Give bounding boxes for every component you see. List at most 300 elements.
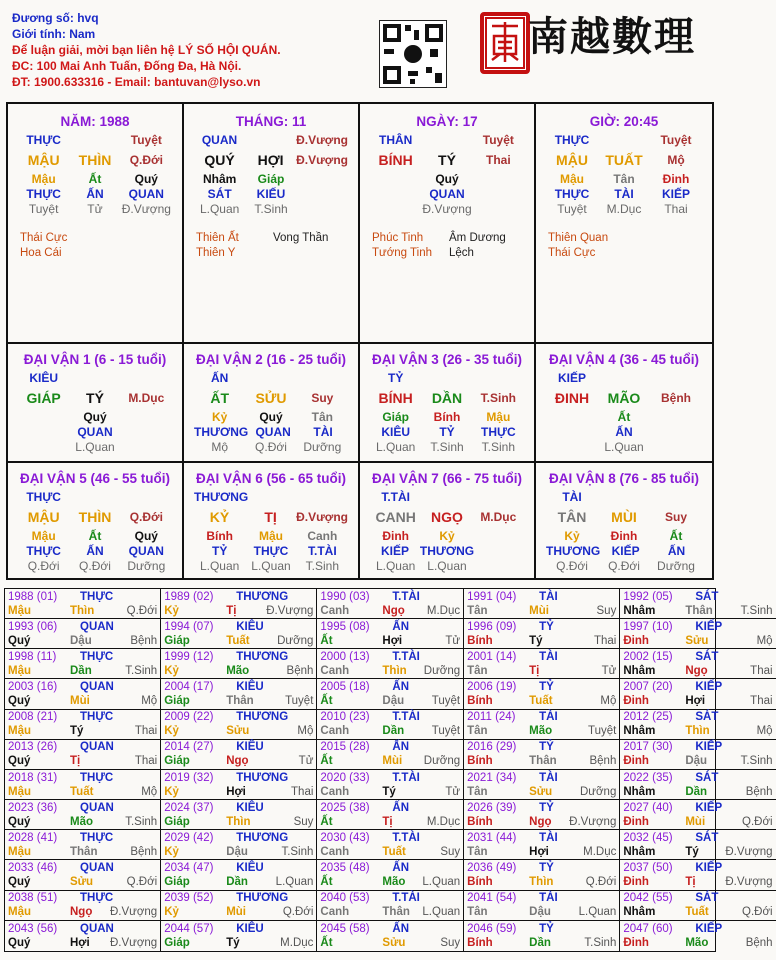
life-stage-0: Tuyệt xyxy=(557,202,587,216)
year-label: 2039 (52) xyxy=(164,892,214,905)
dai-van-hidden-star-0: THƯƠNG xyxy=(546,544,601,558)
dai-van-5[interactable] xyxy=(8,463,184,578)
year-stem: Nhâm xyxy=(623,906,656,919)
dai-van-star: TỶ xyxy=(387,371,404,385)
year-cell[interactable] xyxy=(317,740,464,770)
hidden-star-0: THỰC xyxy=(554,187,590,201)
year-star: T.TÀI xyxy=(392,711,420,724)
dai-van-hidden-stem-1: Bính xyxy=(433,410,461,424)
year-branch: Tý xyxy=(382,785,396,798)
year-branch: Mão xyxy=(70,815,93,828)
pillar-star-2: Đ.Vượng xyxy=(296,133,348,147)
year-cell[interactable] xyxy=(5,891,161,921)
year-stem: Mậu xyxy=(8,845,31,858)
year-cell[interactable] xyxy=(5,619,161,649)
dai-van-life-stage-0 xyxy=(546,440,598,455)
year-star: KIẾP xyxy=(695,922,723,935)
year-star: THƯƠNG xyxy=(236,590,289,603)
dai-van-hidden-star-0 xyxy=(18,425,69,440)
dai-van-hidden-star-0 xyxy=(546,425,598,440)
dai-van-hidden-stem-2: Canh xyxy=(307,529,338,543)
year-branch: Ngọ xyxy=(685,664,708,677)
dai-van-life-stage-2 xyxy=(473,559,524,574)
year-star: THƯƠNG xyxy=(236,711,289,724)
spacer-left xyxy=(248,490,298,505)
year-stem: Bính xyxy=(467,695,493,708)
dai-van-2[interactable] xyxy=(184,344,360,463)
dai-van-hidden-star-2: ẤN xyxy=(667,544,686,558)
pillar-can-chi-0: QUÝ xyxy=(204,152,235,168)
year-life-stage: Thai xyxy=(134,755,158,768)
year-stem: Nhâm xyxy=(623,785,656,798)
year-star: THỰC xyxy=(80,711,114,724)
year-star: KIẾP xyxy=(695,801,723,814)
chart-grid xyxy=(6,102,714,580)
year-life-stage: M.Dục xyxy=(583,845,617,858)
year-cell[interactable] xyxy=(317,589,464,619)
year-label: 1994 (07) xyxy=(164,620,214,633)
dai-van-hidden-star-1: KIẾP xyxy=(611,544,640,558)
year-label: 2012 (25) xyxy=(623,711,673,724)
year-cell[interactable] xyxy=(620,589,775,619)
pillar-can-chi-1: HỢI xyxy=(257,152,284,168)
year-cell[interactable] xyxy=(5,921,161,951)
year-life-stage: Q.Đới xyxy=(742,815,773,828)
year-star: QUAN xyxy=(80,620,114,633)
dai-van-hidden-stem-1: Đinh xyxy=(610,529,638,543)
pillar-can-chi-2: Mộ xyxy=(667,153,685,167)
year-branch: Hợi xyxy=(226,785,246,798)
year-stem: Ất xyxy=(320,815,333,828)
year-stem: Canh xyxy=(320,906,350,919)
year-stem: Bính xyxy=(467,936,493,949)
dai-van-4[interactable] xyxy=(536,344,712,463)
year-star: KIÊU xyxy=(236,741,264,754)
year-cell[interactable] xyxy=(464,921,620,951)
dai-van-hidden-stem-1: Mậu xyxy=(258,529,283,543)
note-left: Tướng Tinh xyxy=(372,247,432,259)
year-cell[interactable] xyxy=(5,710,161,740)
year-cell[interactable] xyxy=(464,589,620,619)
dai-van-life-stage-0: Q.Đới xyxy=(556,559,588,573)
year-branch: Dần xyxy=(382,725,405,738)
year-label: 2010 (23) xyxy=(320,711,370,724)
year-label: 2022 (35) xyxy=(623,771,673,784)
year-branch: Thìn xyxy=(685,725,710,738)
year-stem: Bính xyxy=(467,876,493,889)
year-cell[interactable] xyxy=(464,860,620,890)
year-cell[interactable] xyxy=(161,860,317,890)
dai-van-6[interactable] xyxy=(184,463,360,578)
dai-van-title: ĐẠI VẬN 6 (56 - 65 tuổi) xyxy=(195,471,347,486)
dai-van-can-chi-2: Đ.Vượng xyxy=(296,510,348,524)
year-star: TÀI xyxy=(539,771,558,784)
year-life-stage: Đ.Vượng xyxy=(266,604,314,617)
year-life-stage: Đ.Vượng xyxy=(110,936,158,949)
year-label: 2030 (43) xyxy=(320,831,370,844)
year-star: TÀI xyxy=(539,650,558,663)
year-cell[interactable] xyxy=(161,679,317,709)
year-cell[interactable] xyxy=(161,800,317,830)
year-life-stage: L.Quan xyxy=(275,876,314,889)
year-cell[interactable] xyxy=(464,649,620,679)
year-stem: Mậu xyxy=(8,604,31,617)
year-cell[interactable] xyxy=(620,649,775,679)
dai-van-hidden-star-2 xyxy=(650,425,702,440)
year-stem: Tân xyxy=(467,664,488,677)
dai-van-1[interactable] xyxy=(8,344,184,463)
hidden-star-1: KIẾU xyxy=(256,187,286,201)
dai-van-life-stage-1: L.Quan xyxy=(427,559,467,573)
year-stem: Ất xyxy=(320,634,333,647)
hidden-stem-1: Tân xyxy=(613,172,635,186)
year-cell[interactable] xyxy=(317,679,464,709)
hidden-star-0: SÁT xyxy=(207,187,232,201)
life-stage-2 xyxy=(473,202,524,217)
year-branch: Dậu xyxy=(529,906,551,919)
year-label: 1991 (04) xyxy=(467,590,517,603)
year-branch: Tị xyxy=(70,755,81,768)
year-star: KIÊU xyxy=(236,681,264,694)
year-life-stage: L.Quan xyxy=(422,876,461,889)
hidden-stem-2: Đinh xyxy=(662,172,690,186)
year-cell[interactable] xyxy=(317,710,464,740)
qr-code[interactable] xyxy=(379,20,447,88)
dai-van-hidden-star-2: TÀI xyxy=(313,425,333,439)
dai-van-hidden-star-1: ẤN xyxy=(615,425,633,439)
year-branch: Ngọ xyxy=(382,604,405,617)
year-cell[interactable] xyxy=(161,589,317,619)
year-cell[interactable] xyxy=(161,740,317,770)
year-life-stage: Mộ xyxy=(600,695,617,708)
year-star: TỶ xyxy=(539,801,554,814)
year-branch: Tý xyxy=(529,634,543,647)
year-cell[interactable] xyxy=(161,770,317,800)
year-stem: Ất xyxy=(320,695,333,708)
year-cell[interactable] xyxy=(620,891,775,921)
year-life-stage: Bệnh xyxy=(286,664,314,677)
year-life-stage: Đ.Vượng xyxy=(110,906,158,919)
hidden-star-2: KIẾP xyxy=(661,187,690,201)
year-branch: Thìn xyxy=(70,604,95,617)
year-stem: Quý xyxy=(8,936,31,949)
year-star: ẤN xyxy=(392,620,410,633)
dai-van-hidden-stem-2: Mậu xyxy=(486,410,511,424)
year-life-stage: T.Sinh xyxy=(125,664,158,677)
year-stem: Canh xyxy=(320,845,350,858)
hidden-stem-2 xyxy=(473,172,524,187)
year-branch: Thìn xyxy=(529,876,554,889)
year-label: 2027 (40) xyxy=(623,801,673,814)
year-life-stage: Bệnh xyxy=(589,755,617,768)
pillar-title: THÁNG: 11 xyxy=(235,114,307,129)
year-life-stage: Tuyệt xyxy=(431,725,461,738)
year-branch: Thân xyxy=(226,695,254,708)
year-branch: Mùi xyxy=(529,604,549,617)
dai-van-life-stage-2: T.Sinh xyxy=(481,440,515,454)
year-cell[interactable] xyxy=(161,710,317,740)
pillar-can-chi-0: MẬU xyxy=(27,152,60,168)
pillar-3 xyxy=(360,104,536,344)
year-label: 1996 (09) xyxy=(467,620,517,633)
spacer-right xyxy=(650,371,702,386)
hidden-stem-0: Mậu xyxy=(560,172,584,186)
year-stem: Đinh xyxy=(623,755,649,768)
pillar-can-chi-1: TÝ xyxy=(438,152,456,168)
year-life-stage: T.Sinh xyxy=(740,755,773,768)
year-cell[interactable] xyxy=(464,830,620,860)
year-cell[interactable] xyxy=(620,830,775,860)
year-cell[interactable] xyxy=(620,921,775,951)
contact-line: Để luận giải, mời bạn liên hệ LÝ SỐ HỘI QUÁN. xyxy=(12,43,281,57)
year-cell[interactable] xyxy=(620,679,775,709)
year-label: 2017 (30) xyxy=(623,741,673,754)
year-cell[interactable] xyxy=(620,710,775,740)
year-stem: Giáp xyxy=(164,936,190,949)
hidden-stem-2: Quý xyxy=(134,172,158,186)
year-star: TỶ xyxy=(539,862,554,875)
pillar-star-2: Tuyệt xyxy=(482,133,514,147)
year-cell[interactable] xyxy=(464,619,620,649)
year-star: KIÊU xyxy=(236,801,264,814)
year-stem: Giáp xyxy=(164,876,190,889)
dai-van-can-chi-2: M.Dục xyxy=(480,510,517,524)
year-label: 2047 (60) xyxy=(623,922,673,935)
year-label: 2043 (56) xyxy=(8,922,58,935)
note-right: Âm Dương Lệch xyxy=(449,232,506,259)
year-star: QUAN xyxy=(80,862,114,875)
hidden-stem-1: Ất xyxy=(88,172,102,186)
pillar-can-chi-0: BÍNH xyxy=(378,152,413,168)
pillar-title: GIỜ: 20:45 xyxy=(589,114,659,129)
pillar-star-0: THÂN xyxy=(379,133,413,147)
year-life-stage: Tử xyxy=(298,755,314,768)
year-life-stage: Q.Đới xyxy=(126,876,158,889)
hidden-star-1: ẤN xyxy=(86,187,104,201)
year-branch: Tị xyxy=(529,664,540,677)
year-label: 2019 (32) xyxy=(164,771,214,784)
year-label: 1995 (08) xyxy=(320,620,370,633)
life-stage-1: M.Dục xyxy=(606,202,642,216)
year-cell[interactable] xyxy=(317,770,464,800)
year-life-stage: Đ.Vượng xyxy=(569,815,617,828)
pillar-notes xyxy=(536,231,712,261)
year-label: 2023 (36) xyxy=(8,801,58,814)
year-star: TÀI xyxy=(539,831,558,844)
year-life-stage: Bệnh xyxy=(130,845,158,858)
year-cell[interactable] xyxy=(464,740,620,770)
life-stage-2 xyxy=(297,202,348,217)
dai-van-7[interactable] xyxy=(360,463,536,578)
year-cell[interactable] xyxy=(317,800,464,830)
year-star: ẤN xyxy=(392,922,410,935)
year-life-stage: Dưỡng xyxy=(423,664,461,677)
year-cell[interactable] xyxy=(161,619,317,649)
year-star: QUAN xyxy=(80,922,114,935)
year-life-stage: Tử xyxy=(445,634,461,647)
year-branch: Thân xyxy=(382,906,410,919)
year-cell[interactable] xyxy=(464,800,620,830)
year-life-stage: Q.Đới xyxy=(742,906,773,919)
dai-van-title: ĐẠI VẬN 7 (66 - 75 tuổi) xyxy=(371,471,523,486)
year-label: 2018 (31) xyxy=(8,771,58,784)
year-life-stage: Thai xyxy=(134,725,158,738)
year-cell[interactable] xyxy=(620,740,775,770)
life-stage-0: L.Quan xyxy=(199,202,240,216)
year-life-stage: Suy xyxy=(293,815,314,828)
year-branch: Thân xyxy=(685,604,713,617)
year-cell[interactable] xyxy=(317,619,464,649)
dai-van-hidden-stem-0 xyxy=(18,410,69,425)
dai-van-life-stage-0: L.Quan xyxy=(375,559,416,573)
year-label: 2025 (38) xyxy=(320,801,370,814)
year-label: 2045 (58) xyxy=(320,922,370,935)
year-cell[interactable] xyxy=(464,770,620,800)
year-cell[interactable] xyxy=(161,921,317,951)
dai-van-hidden-stem-1: Ất xyxy=(617,410,631,424)
pillar-star-0: THỰC xyxy=(554,133,590,147)
dai-van-hidden-stem-1: Kỷ xyxy=(439,529,455,543)
year-label: 2031 (44) xyxy=(467,831,517,844)
year-branch: Sửu xyxy=(70,876,94,889)
year-star: THƯƠNG xyxy=(236,831,289,844)
dai-van-hidden-star-2: THỰC xyxy=(481,425,516,439)
year-star: ẤN xyxy=(392,862,410,875)
dai-van-hidden-stem-0: Bính xyxy=(206,529,233,543)
spacer-left xyxy=(245,371,296,386)
year-label: 1997 (10) xyxy=(623,620,673,633)
dai-van-hidden-stem-2: Tân xyxy=(311,410,333,424)
spacer-left xyxy=(598,490,650,505)
year-branch: Dần xyxy=(529,936,551,949)
year-cell[interactable] xyxy=(5,649,161,679)
red-seal-logo xyxy=(480,12,530,74)
year-life-stage: Q.Đới xyxy=(585,876,617,889)
year-cell[interactable] xyxy=(5,589,161,619)
year-cell[interactable] xyxy=(317,830,464,860)
dai-van-life-stage-1: L.Quan xyxy=(604,440,644,454)
year-branch: Hợi xyxy=(529,845,549,858)
year-cell[interactable] xyxy=(464,679,620,709)
dai-van-life-stage-1: Q.Đới xyxy=(255,440,287,454)
year-cell[interactable] xyxy=(620,860,775,890)
dai-van-3[interactable] xyxy=(360,344,536,463)
year-life-stage: Mộ xyxy=(756,725,773,738)
year-cell[interactable] xyxy=(464,710,620,740)
year-star: KIẾP xyxy=(695,681,723,694)
year-branch: Sửu xyxy=(685,634,709,647)
year-stem: Kỷ xyxy=(164,604,179,617)
year-branch: Mùi xyxy=(226,906,247,919)
year-cell[interactable] xyxy=(317,921,464,951)
year-cell[interactable] xyxy=(5,679,161,709)
year-life-stage: Thai xyxy=(291,785,314,798)
dai-van-can-chi-0: TÂN xyxy=(557,509,587,525)
year-cell[interactable] xyxy=(5,860,161,890)
dai-van-life-stage-1: L.Quan xyxy=(75,440,115,454)
year-life-stage: Q.Đới xyxy=(282,906,314,919)
year-star: SÁT xyxy=(695,771,719,784)
year-life-stage: T.Sinh xyxy=(740,604,773,617)
year-cell[interactable] xyxy=(620,770,775,800)
dai-van-can-chi-0: KỶ xyxy=(209,509,230,525)
year-label: 2033 (46) xyxy=(8,862,58,875)
year-label: 2008 (21) xyxy=(8,711,58,724)
year-star: T.TÀI xyxy=(392,892,420,905)
year-life-stage: Dưỡng xyxy=(580,785,617,798)
year-life-stage: Đ.Vượng xyxy=(725,845,773,858)
hidden-stem-1: Quý xyxy=(435,172,459,186)
dai-van-life-stage-2 xyxy=(650,440,702,455)
life-stage-1: T.Sinh xyxy=(254,202,288,216)
dai-van-can-chi-1: THÌN xyxy=(78,509,112,525)
year-life-stage: Tử xyxy=(601,664,617,677)
year-cell[interactable] xyxy=(5,800,161,830)
subject-name: Đương số: hvq xyxy=(12,11,99,25)
year-cell[interactable] xyxy=(161,649,317,679)
year-star: ẤN xyxy=(392,801,410,814)
dai-van-hidden-stem-0: Kỷ xyxy=(211,410,228,424)
year-cell[interactable] xyxy=(161,891,317,921)
dai-van-can-chi-0: BÍNH xyxy=(378,390,413,406)
year-stem: Tân xyxy=(467,906,488,919)
year-stem: Đinh xyxy=(623,695,649,708)
dai-van-title: ĐẠI VẬN 2 (16 - 25 tuổi) xyxy=(195,352,347,367)
dai-van-can-chi-2: Bệnh xyxy=(661,391,691,405)
year-cell[interactable] xyxy=(317,891,464,921)
dai-van-star: ẤN xyxy=(210,371,229,385)
year-cell[interactable] xyxy=(161,830,317,860)
year-life-stage: Bệnh xyxy=(745,785,773,798)
year-cell[interactable] xyxy=(5,830,161,860)
year-star: THỰC xyxy=(80,892,114,905)
year-star: KIẾP xyxy=(695,741,723,754)
pillar-can-chi-1: TUẤT xyxy=(605,152,643,168)
year-label: 1990 (03) xyxy=(320,590,370,603)
year-label: 2009 (22) xyxy=(164,711,214,724)
year-cell[interactable] xyxy=(5,770,161,800)
year-life-stage: Dưỡng xyxy=(423,755,461,768)
year-star: KIẾP xyxy=(695,620,723,633)
year-star: THỰC xyxy=(80,831,114,844)
year-cell[interactable] xyxy=(317,860,464,890)
year-label: 2024 (37) xyxy=(164,801,214,814)
life-stage-2: Thai xyxy=(664,202,688,216)
dai-van-8[interactable] xyxy=(536,463,712,578)
year-star: T.TÀI xyxy=(392,771,420,784)
year-cell[interactable] xyxy=(464,891,620,921)
dai-van-title: ĐẠI VẬN 1 (6 - 15 tuổi) xyxy=(23,352,167,367)
year-stem: Kỷ xyxy=(164,906,179,919)
year-cell[interactable] xyxy=(620,800,775,830)
year-cell[interactable] xyxy=(5,740,161,770)
pillar-star-1 xyxy=(421,133,472,148)
year-cell[interactable] xyxy=(317,649,464,679)
year-label: 2035 (48) xyxy=(320,862,370,875)
year-branch: Sửu xyxy=(382,936,406,949)
dai-van-can-chi-2: Suy xyxy=(664,510,687,524)
year-stem: Giáp xyxy=(164,815,190,828)
dai-van-hidden-stem-2 xyxy=(473,529,524,544)
dai-van-hidden-stem-0: Giáp xyxy=(382,410,409,424)
spacer-left xyxy=(421,371,472,386)
year-star: TỶ xyxy=(539,922,554,935)
pillar-star-0: THỰC xyxy=(26,133,61,147)
year-life-stage: Tuyệt xyxy=(588,725,617,738)
year-label: 2014 (27) xyxy=(164,741,214,754)
year-cell[interactable] xyxy=(620,619,775,649)
year-label: 1993 (06) xyxy=(8,620,58,633)
